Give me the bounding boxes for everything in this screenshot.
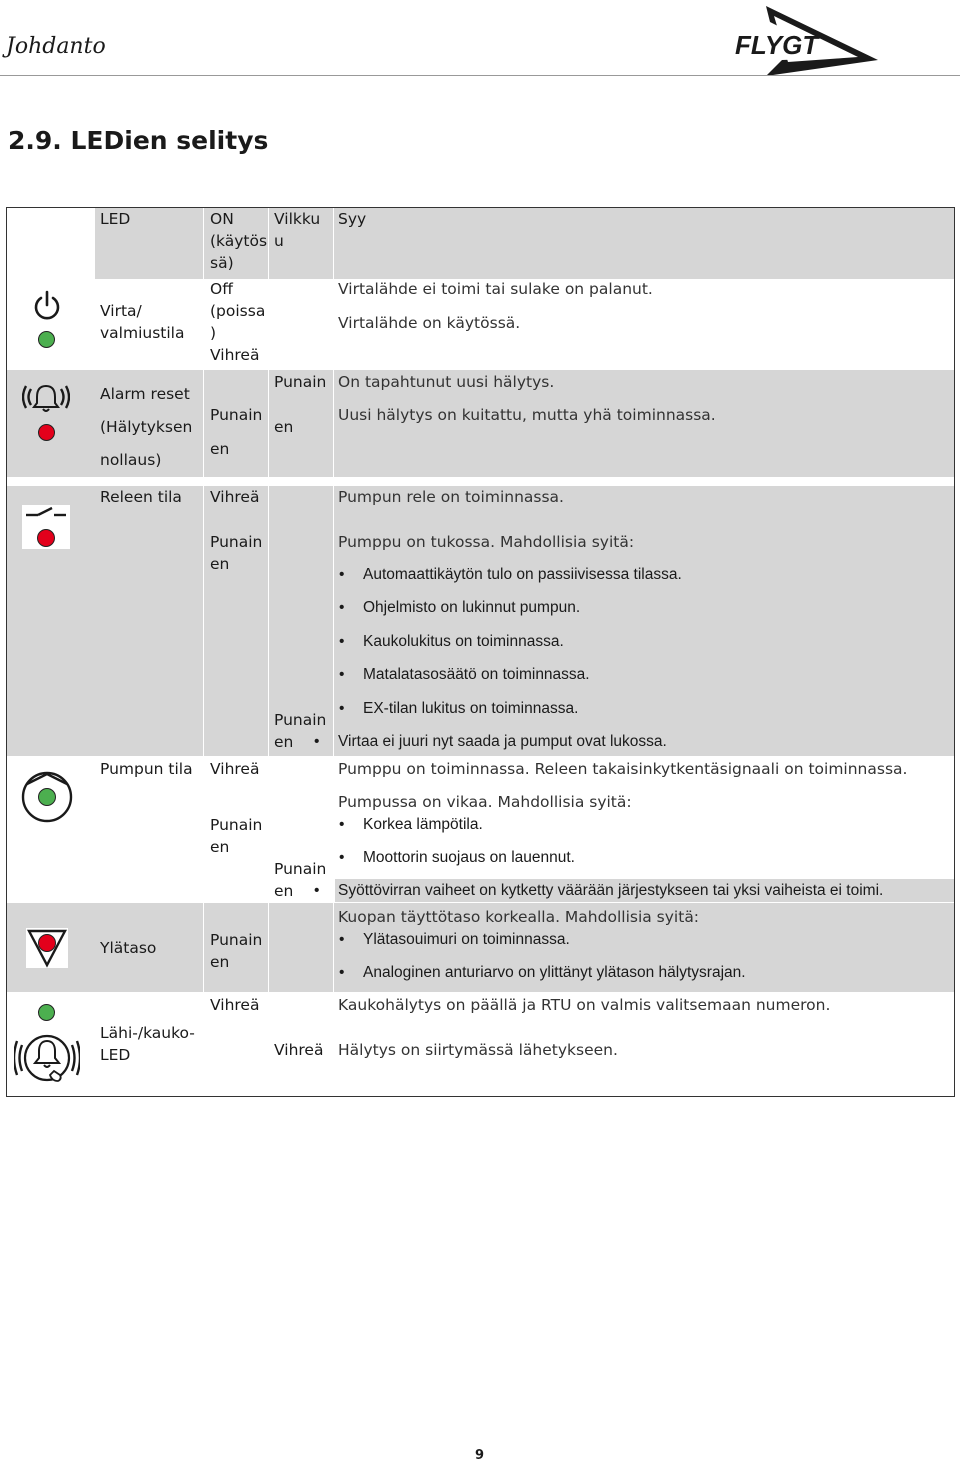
remote-blink-green: Vihreä [274,1041,324,1059]
pump-blink-1: Punain [274,860,327,878]
power-name-1: Virta/ [100,302,142,320]
power-icon [33,290,61,322]
alarm-name-1: Alarm reset [100,385,190,403]
table-border-left [6,207,7,1097]
col-header-on-1: ON [210,210,234,228]
power-state-3: ) [210,324,217,342]
relay-bullet-2: • Ohjelmisto on lukinnut pumpun. [363,597,580,619]
power-led-green [38,331,55,348]
alarm-state-2: en [210,440,230,458]
pump-cause-2: Pumpussa on vikaa. Mahdollisia syitä: [338,793,632,811]
relay-bullet-5: • EX-tilan lukitus on toiminnassa. [363,698,578,720]
remote-name-2: LED [100,1046,131,1064]
pump-state-red-1: Punain [210,816,263,834]
pump-bullet-1: • Korkea lämpötila. [363,814,483,836]
header-section-title: Johdanto [6,34,106,59]
high-name: Ylätaso [100,939,157,957]
relay-bullet-3: • Kaukolukitus on toiminnassa. [363,631,564,653]
pump-cause-1: Pumppu on toiminnassa. Releen takaisinkytkentäsignaali on toiminnassa. [338,760,908,778]
relay-blink-1: Punain [274,711,327,729]
alarm-cause-2: Uusi hälytys on kuitattu, mutta yhä toiminnassa. [338,406,716,424]
col-sep-2 [268,208,269,992]
relay-cause-1: Pumpun rele on toiminnassa. [338,488,564,506]
col-sep-3 [333,208,334,992]
table-border-right [954,207,955,1097]
high-cause-1: Kuopan täyttötaso korkealla. Mahdollisia syitä: [338,908,700,926]
alarm-name-2: (Hälytyksen [100,418,193,436]
col-header-blink-1: Vilkku [274,210,321,228]
high-bullet-1: • Ylätasouimuri on toiminnassa. [363,929,570,951]
relay-state-red-2: en [210,555,230,573]
alarm-name-3: nollaus) [100,451,162,469]
power-state-1: Off [210,280,233,298]
alarm-cause-1: On tapahtunut uusi hälytys. [338,373,555,391]
power-state-4: Vihreä [210,346,260,364]
high-state-1: Punain [210,931,263,949]
remote-state-green: Vihreä [210,996,260,1014]
alarm-blink-1: Punain [274,373,327,391]
relay-bullet-1: • Automaattikäytön tulo on passiivisessa tilassa. [363,564,682,586]
high-level-triangle-icon [26,928,68,968]
flygt-logo [730,2,880,78]
alarm-led-red [38,424,55,441]
high-bullet-2: • Analoginen anturiarvo on ylittänyt ylätason hälytysrajan. [363,962,746,984]
relay-cause-2: Pumppu on tukossa. Mahdollisia syitä: [338,533,635,551]
remote-led-green [38,1004,55,1021]
relay-switch-icon [22,505,70,549]
page-number: 9 [475,1448,485,1463]
relay-cause-3: • Virtaa ei juuri nyt saada ja pumput ovat lukossa. [338,731,667,753]
relay-state-red-1: Punain [210,533,263,551]
pump-name: Pumpun tila [100,760,193,778]
relay-bullet-4: • Matalatasosäätö on toiminnassa. [363,664,590,686]
pump-state-green: Vihreä [210,760,260,778]
col-header-led: LED [100,210,131,228]
pump-cause-3: • Syöttövirran vaiheet on kytketty väärään järjestykseen tai yksi vaiheista ei toimi. [338,880,883,902]
remote-alarm-phone-icon [14,1027,80,1089]
remote-cause-1: Kaukohälytys on päällä ja RTU on valmis valitsemaan numeron. [338,996,831,1014]
power-cause-2: Virtalähde on käytössä. [338,314,521,332]
flygt-logo-text: FLYGT [735,30,819,60]
alarm-blink-2: en [274,418,294,436]
power-name-2: valmiustila [100,324,185,342]
col-header-on-2: (käytös [210,232,268,250]
pump-icon [20,770,74,824]
header-rule [0,75,960,76]
power-state-2: (poissa [210,302,266,320]
alarm-bell-icon [22,380,70,416]
pump-blink-2: en [274,882,294,900]
col-header-cause: Syy [338,210,367,228]
relay-name: Releen tila [100,488,182,506]
alarm-state-1: Punain [210,406,263,424]
section-title: 2.9. LEDien selitys [8,126,269,155]
pump-bullet-2: • Moottorin suojaus on lauennut. [363,847,575,869]
high-state-2: en [210,953,230,971]
table-border-top [6,207,955,208]
power-cause-1: Virtalähde ei toimi tai sulake on palanut. [338,280,653,298]
relay-state-green: Vihreä [210,488,260,506]
col-header-blink-2: u [274,232,284,250]
relay-blink-2: en [274,733,294,751]
col-sep-1 [203,208,204,992]
remote-name-1: Lähi-/kauko- [100,1024,195,1042]
table-border-bottom [6,1096,955,1097]
pump-state-red-2: en [210,838,230,856]
col-header-on-3: sä) [210,254,234,272]
remote-cause-2: Hälytys on siirtymässä lähetykseen. [338,1041,618,1059]
